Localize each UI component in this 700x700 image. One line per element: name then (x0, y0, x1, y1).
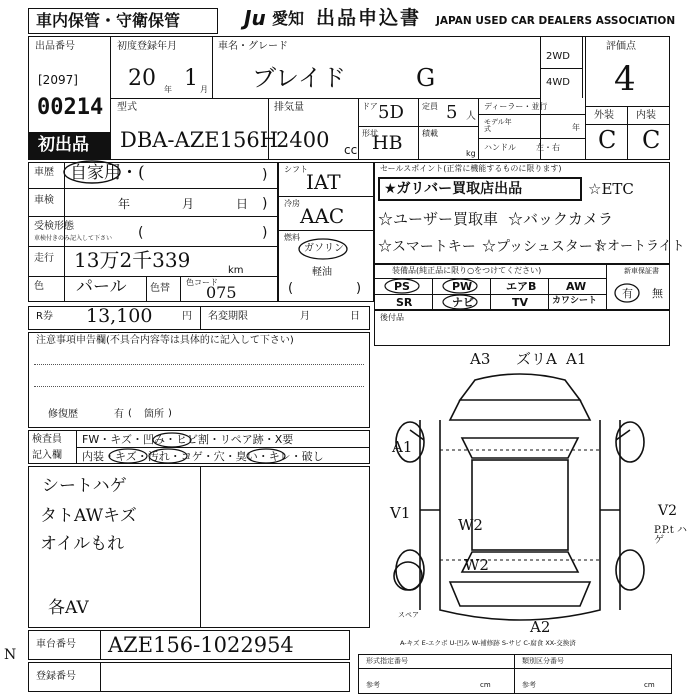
gulliver-banner-text: ★ガリバー買取店出品 (384, 181, 523, 197)
association-name: JAPAN USED CAR DEALERS ASSOCIATION (436, 15, 676, 27)
first-listing-label: 初出品 (38, 135, 89, 155)
region-name: 愛知 (272, 9, 305, 28)
mark-left-a1: A1 (392, 438, 413, 456)
sales-point-back-camera: ☆バックカメラ (508, 210, 614, 228)
notes-box (28, 332, 370, 428)
capacity-unit: 人 (466, 111, 476, 122)
mark-left-v1: V1 (390, 504, 411, 522)
equip-ps-circle (384, 278, 420, 294)
mark-top-zuri: ズリA (516, 350, 557, 368)
fuel-circle (298, 238, 348, 260)
color-value: パール (76, 277, 127, 297)
registration-year: 20 (128, 66, 156, 91)
plate-label: 登録番号 (36, 671, 76, 682)
capacity-label: 定員 (422, 102, 438, 111)
recycle-box (28, 306, 370, 330)
warranty-no: 無 (652, 287, 663, 300)
inspection-label: 車検 (34, 195, 54, 206)
inspector-label-1: 検査員 (32, 434, 62, 445)
equip-navi: ナビ (452, 296, 474, 309)
inspection-year: 年 (118, 197, 131, 211)
warranty-circle (614, 283, 640, 303)
remark-1: シートハゲ (42, 476, 127, 496)
warranty-label: 新車保証書 (624, 267, 659, 275)
odor-circle (246, 448, 286, 464)
model-label: 型式 (117, 102, 137, 113)
equip-tv: TV (512, 296, 529, 309)
receipt-close: ) (262, 225, 268, 241)
exterior-label: 外装 (594, 110, 614, 121)
recycle-unit: 円 (182, 311, 192, 322)
mark-right-note: P.P.t ハゲ (654, 525, 687, 546)
form-title: 出品申込書 (316, 7, 422, 29)
fuel-gasoline: ガソリン (304, 243, 344, 254)
recycle-label: R券 (36, 311, 53, 322)
color-code-label: 色コード (186, 278, 218, 287)
mark-top-a3: A3 (470, 350, 491, 368)
displacement-unit: cc (344, 143, 358, 157)
usage-close: ) (262, 167, 268, 183)
mark-top-a1: A1 (566, 350, 587, 368)
doors-label: ドア (362, 102, 378, 111)
damage-legend: A-キズ E-エクボ U-凹み W-補修跡 S-サビ C-腐食 XX-交換済 (400, 639, 576, 647)
inspector-label-2: 記入欄 (32, 450, 62, 461)
recycle-value: 13,100 (86, 305, 153, 327)
exterior-score: C (598, 126, 617, 154)
lot-bracket-number: [2097] (38, 73, 78, 87)
ju-logo: Ju (244, 6, 266, 30)
equip-pw-circle (442, 278, 478, 294)
color-change-label: 色替 (150, 283, 170, 294)
handle-label: ハンドル (484, 143, 516, 152)
equip-ps: PS (394, 280, 410, 293)
inspection-close: ) (262, 196, 268, 212)
drive-2wd: 2WD (546, 51, 570, 62)
fuel-paren-left: ( (288, 281, 294, 296)
sales-point-push-start: ☆プッシュスタート (482, 239, 607, 255)
sales-point-etc: ☆ETC (588, 180, 634, 198)
ref-2: 参考 (522, 681, 536, 689)
equip-navi-circle (442, 294, 478, 310)
dealer-label: ディーラー・並行 (484, 102, 548, 111)
fuel-diesel: 軽油 (312, 267, 332, 278)
class-label: 類別区分番号 (522, 657, 564, 665)
name-change-month: 月 (300, 311, 310, 322)
sales-point-smart-key: ☆スマートキー (378, 239, 476, 255)
equip-aw: AW (566, 280, 587, 293)
ref-1: 参考 (366, 681, 380, 689)
receipt-open: ( (138, 225, 144, 241)
aftermarket-label: 後付品 (380, 313, 404, 322)
color-code: 075 (206, 283, 237, 302)
capacity-value: 5 (446, 102, 458, 123)
repair-close: ) (168, 408, 172, 419)
interior-score: C (642, 126, 661, 154)
remark-2: タトAWキズ (40, 506, 137, 526)
inspector-interior-line: 内装・キズ・汚れ・コゲ・穴・臭い・キレ・破し (82, 450, 324, 463)
body-shape-label: 形状 (362, 129, 378, 138)
load-unit: kg (466, 149, 476, 158)
car-diagram (380, 360, 680, 640)
inspection-day: 日 (236, 197, 249, 211)
drive-4wd: 4WD (546, 77, 570, 88)
sales-point-auto-light: ☆オートライト (594, 239, 685, 254)
displacement-label: 排気量 (274, 102, 304, 113)
registration-year-unit: 年 (164, 85, 172, 94)
fuel-paren-right: ) (356, 281, 362, 296)
repair-value: 有 (114, 409, 124, 420)
mileage-label: 走行 (34, 253, 54, 264)
spare-label: スペア (398, 611, 419, 619)
registration-label: 初度登録年月 (117, 41, 177, 52)
remark-4: 各AV (48, 598, 89, 618)
margin-mark: N (4, 647, 17, 663)
equip-power-seat: カワシート (552, 296, 598, 306)
stain-circle (148, 448, 188, 464)
warranty-yes: 有 (622, 287, 633, 300)
dent-circle (152, 432, 192, 448)
equip-pw: PW (452, 280, 473, 293)
registration-month-unit: 月 (200, 85, 208, 94)
shift-value: IAT (306, 170, 341, 194)
chassis-number: AZE156-1022954 (108, 633, 294, 657)
shift-label: シフト (284, 165, 308, 174)
score-value: 4 (614, 59, 636, 99)
ac-label: 冷房 (284, 199, 300, 208)
ref-1-cm: cm (480, 681, 491, 689)
lot-label: 出品番号 (35, 41, 75, 52)
sales-points-label: セールスポイント(正常に機能するものに限ります) (380, 164, 562, 173)
ref-2-cm: cm (644, 681, 655, 689)
color-label: 色 (34, 281, 44, 292)
mark-w2-upper: W2 (458, 516, 483, 534)
receipt-note: 車検付きのみ記入して下さい (34, 235, 113, 242)
interior-label: 内装 (636, 110, 656, 121)
format-label: 形式指定番号 (366, 657, 408, 665)
chassis-label: 車台番号 (36, 639, 76, 650)
load-label: 積載 (422, 129, 438, 138)
usage-label: 車歴 (34, 167, 54, 178)
equipment-label: 装備品(純正品に限り○をつけてください) (392, 266, 542, 275)
inspector-fw-line: FW・キズ・凹み・ヒビ割・リペア跡・X要 (82, 433, 294, 446)
car-grade: G (416, 64, 436, 92)
notes-label: 注意事項申告欄(不具合内容等は具体的に記入して下さい) (36, 335, 294, 346)
car-name-label: 車名・グレード (218, 41, 288, 52)
usage-circle (62, 160, 122, 184)
mileage-value: 13万2千339 (74, 248, 191, 272)
displacement-value: 2400 (276, 128, 330, 152)
usage-value: 自家用・( (70, 163, 145, 183)
mark-bottom-a2: A2 (530, 618, 551, 636)
model-code: DBA-AZE156H (120, 128, 279, 152)
storage-note: 車内保管・守衛保管 (36, 11, 181, 30)
model-year-unit: 年 (572, 123, 580, 132)
repair-label: 修復歴 (48, 409, 78, 420)
repair-open: ( (128, 408, 132, 419)
equip-airbag: エアB (506, 280, 537, 293)
sales-point-user-buy: ☆ユーザー買取車 (378, 210, 499, 228)
fuel-label: 燃料 (284, 233, 300, 242)
car-name: ブレイド (252, 64, 346, 92)
receipt-label: 受検形態 (34, 221, 74, 232)
doors-value: 5D (378, 102, 404, 123)
remark-3: オイルもれ (40, 534, 125, 554)
scratch-circle (108, 448, 148, 464)
model-year-label: モデル年式 (484, 118, 512, 133)
aftermarket-box (374, 310, 670, 346)
plate-box (28, 662, 350, 692)
body-shape-value: HB (372, 132, 403, 154)
score-label: 評価点 (606, 41, 636, 52)
registration-month: 1 (184, 66, 198, 91)
name-change-day: 日 (350, 311, 360, 322)
repair-suffix: 箇所 (144, 409, 164, 420)
lot-number: 00214 (37, 95, 104, 120)
mark-w2-lower: W2 (464, 556, 489, 574)
inspection-month: 月 (182, 197, 195, 211)
name-change-label: 名変期限 (208, 311, 248, 322)
mileage-unit: km (228, 265, 244, 276)
ac-value: AAC (300, 204, 345, 228)
equip-sr: SR (396, 296, 413, 309)
mark-right-v2: V2 (658, 503, 678, 519)
handle-options: 左・右 (536, 143, 560, 152)
